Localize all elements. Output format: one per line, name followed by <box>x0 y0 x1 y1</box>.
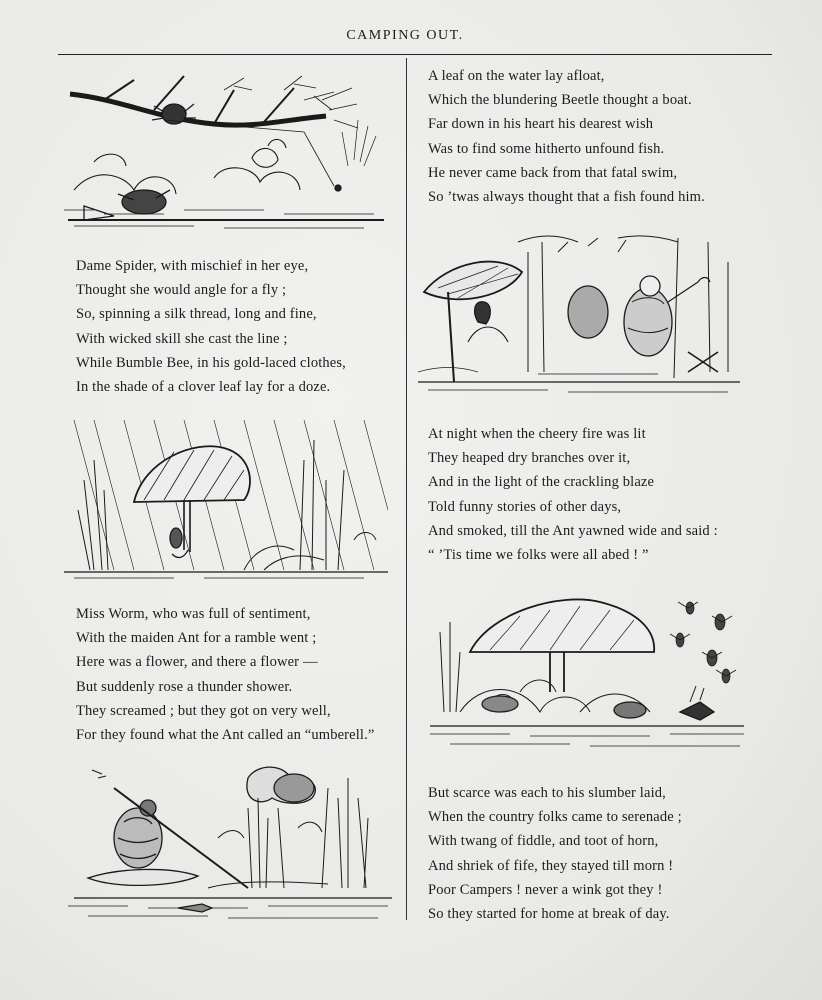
verse-line: While Bumble Bee, in his gold-laced clothes, <box>76 354 346 371</box>
beetle-on-leaf-boat-illustration <box>68 758 398 926</box>
stanza-campfire <box>428 422 718 567</box>
verse-line: So ’twas always thought that a fish found him. <box>428 188 705 205</box>
verse-line: But scarce was each to his slumber laid, <box>428 785 666 801</box>
verse-line: Poor Campers ! never a wink got they ! <box>428 881 663 898</box>
verse-line: And smoked, till the Ant yawned wide and said : <box>428 522 718 539</box>
verse-line: “ ’Tis time we folks were all abed ! ” <box>428 546 649 563</box>
verse-line: Was to find some hitherto unfound fish. <box>428 140 665 157</box>
verse-line: With wicked skill she cast the line ; <box>76 330 288 347</box>
verse-line: With twang of fiddle, and toot of horn, <box>428 833 659 850</box>
spider-fishing-illustration <box>64 70 386 234</box>
verse-line: With the maiden Ant for a ramble went ; <box>76 630 317 647</box>
verse-line: They heaped dry branches over it, <box>428 450 631 467</box>
verse-line: And in the light of the crackling blaze <box>428 474 655 491</box>
verse-line: Told funny stories of other days, <box>428 498 622 515</box>
verse-line: So, spinning a silk thread, long and fine, <box>76 306 317 323</box>
stanza-serenade <box>428 781 682 926</box>
stanza-spider <box>76 254 346 399</box>
verse-line: Far down in his heart his dearest wish <box>428 116 654 133</box>
verse-line: But suddenly rose a thunder shower. <box>76 678 293 695</box>
verse-line: He never came back from that fatal swim, <box>428 164 678 181</box>
verse-line: Dame Spider, with mischief in her eye, <box>76 258 309 274</box>
verse-line: They screamed ; but they got on very well, <box>76 702 331 719</box>
verse-line: And shriek of fife, they stayed till morn ! <box>428 857 674 874</box>
campfire-storytelling-illustration <box>418 232 740 396</box>
running-head: CAMPING OUT. <box>346 28 464 43</box>
header-rule <box>58 54 772 55</box>
verse-line: For they found what the Ant called an “umberell.” <box>76 726 375 743</box>
column-divider <box>406 58 407 920</box>
mushroom-umbrella-rain-illustration <box>64 420 388 582</box>
verse-line: Thought she would angle for a fly ; <box>76 282 287 299</box>
stanza-beetle <box>428 64 705 209</box>
mushroom-shelter-serenade-illustration <box>430 592 744 752</box>
verse-line: At night when the cheery fire was lit <box>428 426 646 442</box>
verse-line: So they started for home at break of day. <box>428 905 670 922</box>
verse-line: When the country folks came to serenade ; <box>428 809 682 826</box>
verse-line: In the shade of a clover leaf lay for a doze. <box>76 378 331 395</box>
verse-line: Miss Worm, who was full of sentiment, <box>76 606 311 622</box>
verse-line: A leaf on the water lay afloat, <box>428 68 605 84</box>
verse-line: Here was a flower, and there a flower — <box>76 654 318 671</box>
stanza-worm-ant <box>76 602 374 747</box>
verse-line: Which the blundering Beetle thought a boat. <box>428 92 692 109</box>
